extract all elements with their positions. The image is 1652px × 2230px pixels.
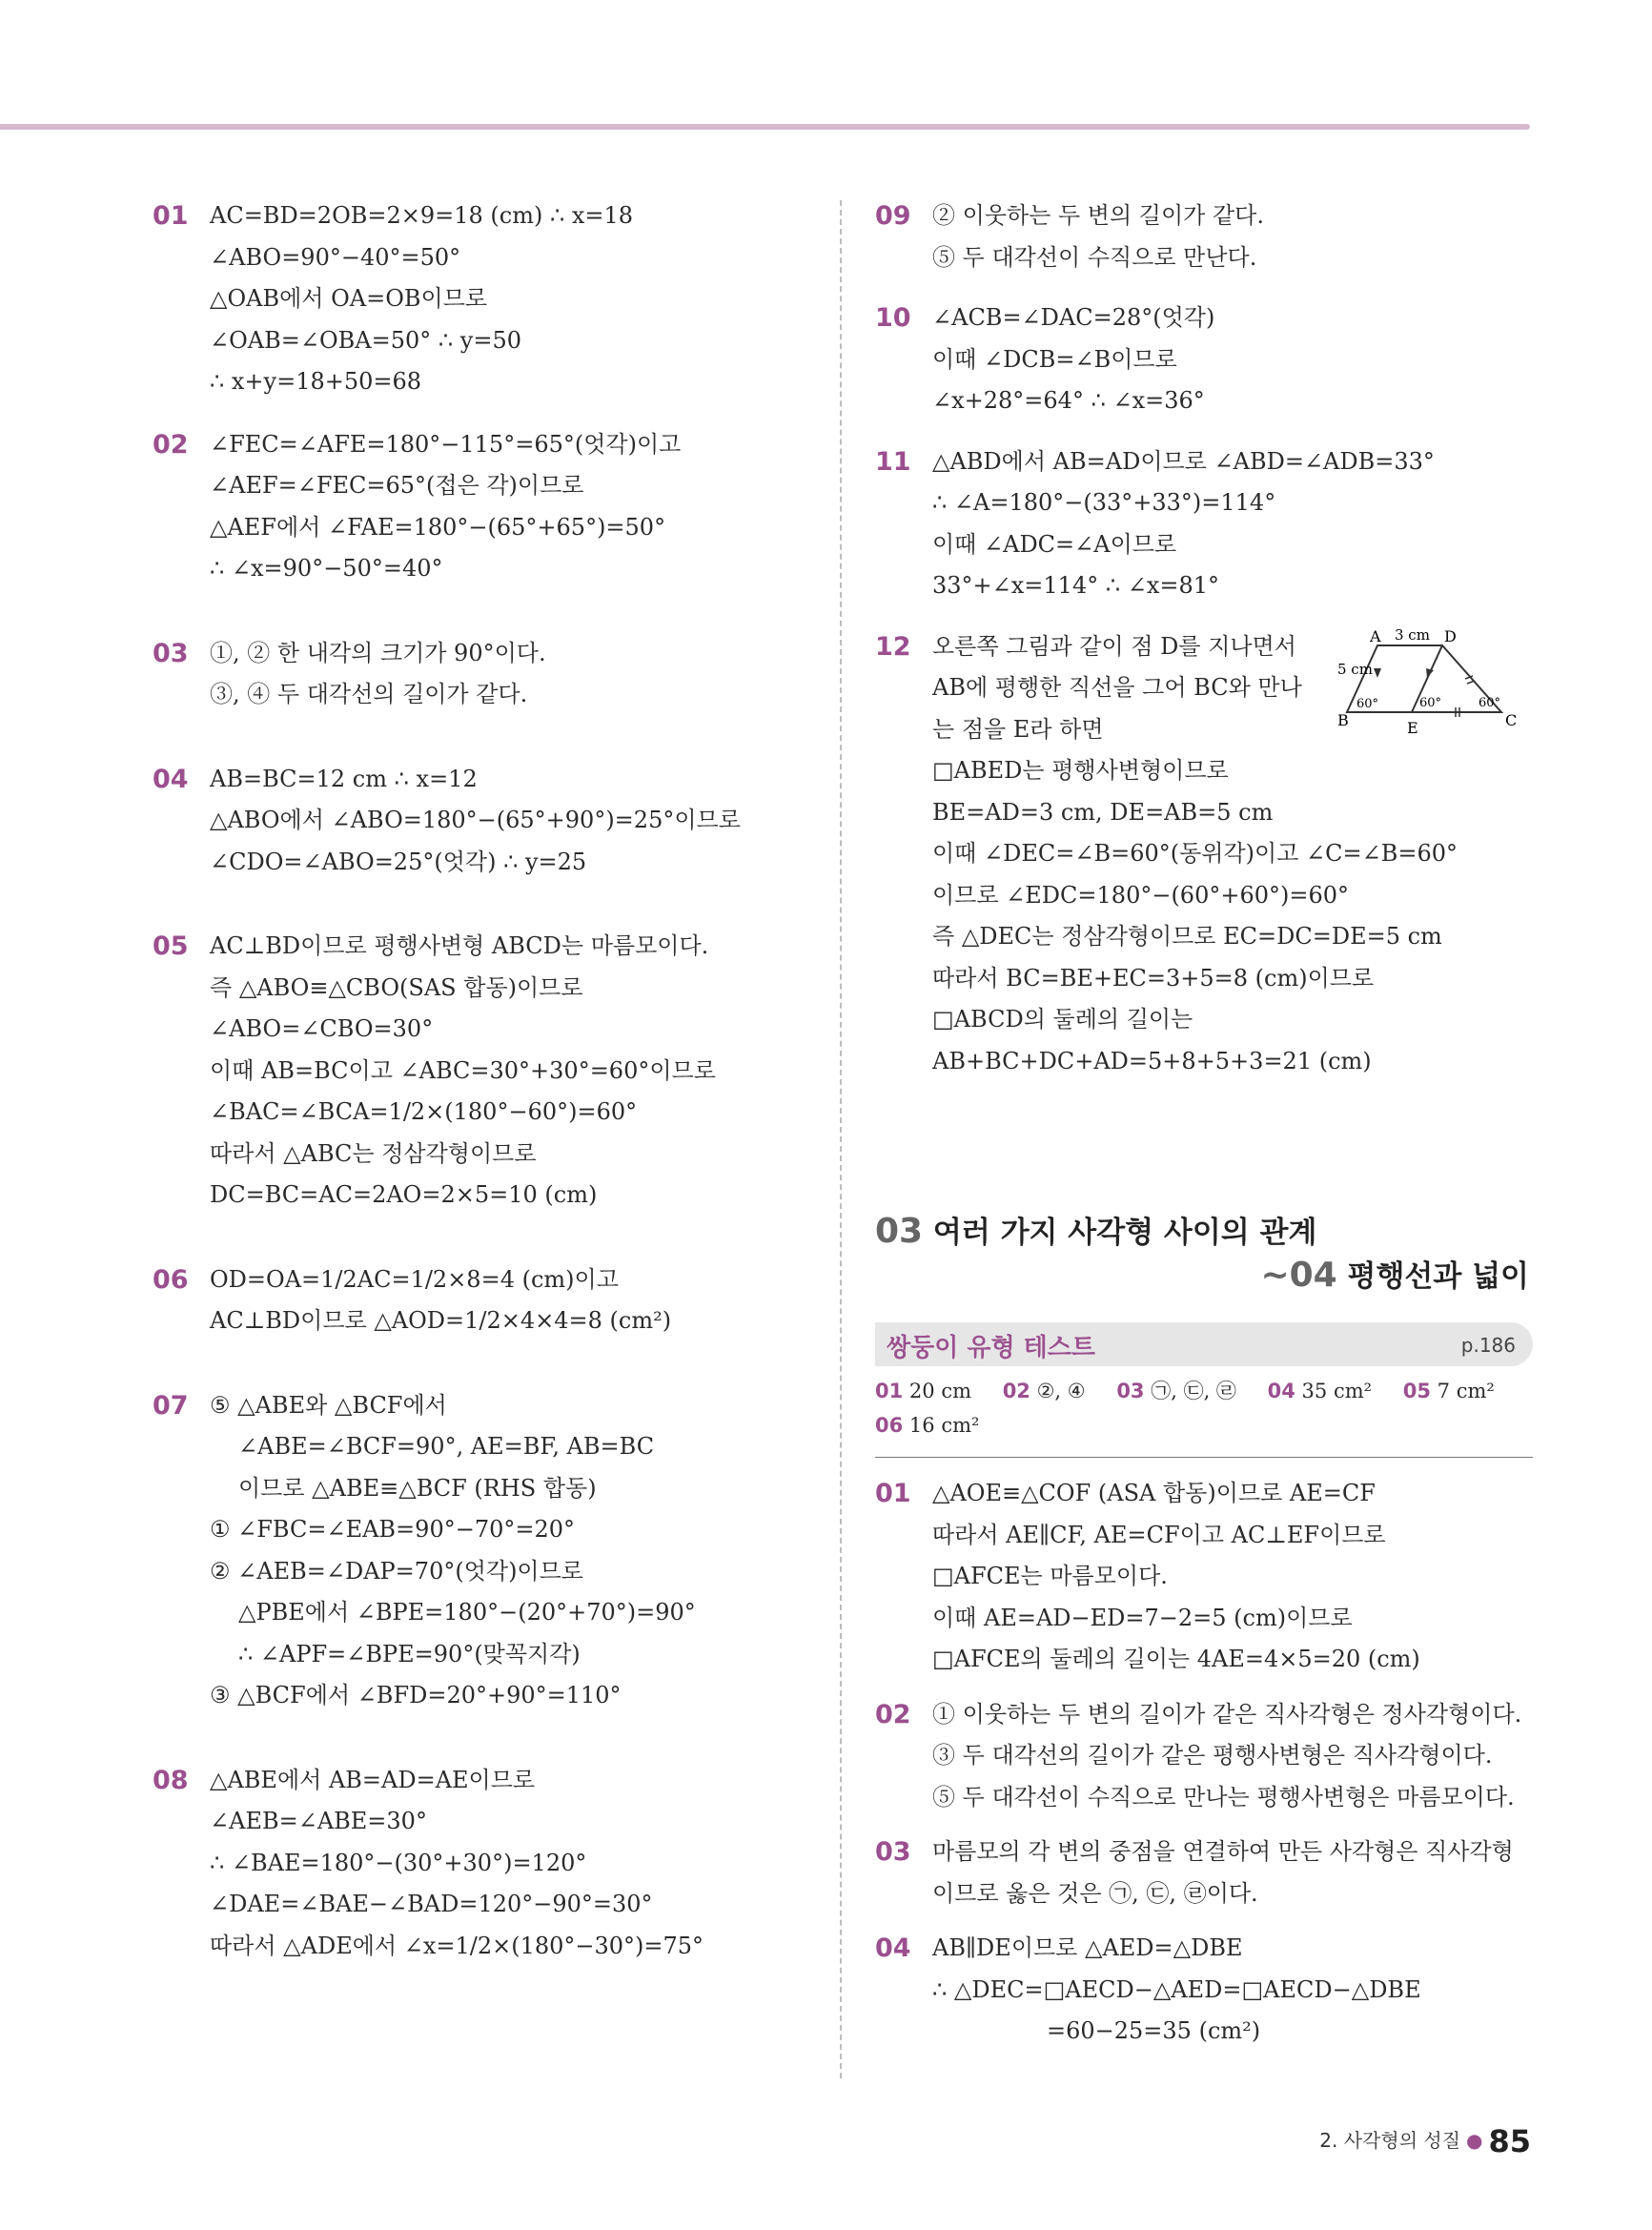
problem-number: 04 [875, 1933, 911, 1963]
solution-line: 따라서 △ADE에서 ∠x=1/2×(180°−30°)=75° [210, 1932, 704, 1959]
solution-line: □ABCD의 둘레의 길이는 [932, 1006, 1193, 1033]
solution-line: ③ 두 대각선의 길이가 같은 평행사변형은 직사각형이다. [932, 1742, 1493, 1769]
solution-line: ∴ ∠APF=∠BPE=90°(맞꼭지각) [238, 1640, 581, 1667]
answer-number: 05 [1402, 1380, 1431, 1402]
answer-item [875, 1374, 971, 1408]
solution-line: ∠OAB=∠OBA=50° ∴ y=50 [210, 326, 521, 354]
problem-number: 01 [153, 201, 189, 231]
label-C: C [1505, 710, 1518, 729]
solution-line: ⑤ △ABE와 △BCF에서 [210, 1391, 447, 1419]
solution-line: =60−25=35 (cm²) [1047, 2017, 1261, 2044]
right-column [875, 195, 1533, 2044]
answer-value: ㉠, ㉢, ㉣ [1151, 1380, 1236, 1402]
solution-line: AB+BC+DC+AD=5+8+5+3=21 (cm) [932, 1047, 1372, 1074]
solution-line: △PBE에서 ∠BPE=180°−(20°+70°)=90° [238, 1599, 696, 1626]
solution-line: ③, ④ 두 대각선의 길이가 같다. [210, 681, 528, 707]
answer-key [875, 1374, 1533, 1442]
solution-line: ⑤ 두 대각선이 수직으로 만난다. [932, 243, 1257, 271]
solution-line: ∴ ∠BAE=180°−(30°+30°)=120° [210, 1849, 587, 1876]
solution-line: ∠ACB=∠DAC=28°(엇각) [932, 304, 1215, 331]
problem-number: 12 [875, 631, 911, 662]
solution-line: 이때 ∠DEC=∠B=60°(동위각)이고 ∠C=∠B=60° [932, 840, 1458, 867]
solution-line: AB=BC=12 cm ∴ x=12 [210, 765, 478, 792]
solution-line: AB에 평행한 직선을 그어 BC와 만나 [932, 674, 1302, 701]
solution-line: ∠DAE=∠BAE−∠BAD=120°−90°=30° [210, 1891, 653, 1917]
twin-test-title: 쌍둥이 유형 테스트 [887, 1334, 1096, 1362]
solution-line: ∠FEC=∠AFE=180°−115°=65°(엇각)이고 [210, 430, 682, 458]
solution-line: 이때 ∠ADC=∠A이므로 [932, 530, 1177, 558]
problem-03 [153, 633, 820, 716]
solution-line: 이때 AB=BC이고 ∠ABC=30°+30°=60°이므로 [210, 1056, 716, 1084]
problem-07 [153, 1385, 820, 1717]
section-number: 03 [875, 1212, 924, 1251]
solution-line: ③ △BCF에서 ∠BFD=20°+90°=110° [210, 1682, 622, 1708]
solution-line: 이때 AE=AD−ED=7−2=5 (cm)이므로 [932, 1604, 1353, 1631]
solution-line: ② ∠AEB=∠DAP=70°(엇각)이므로 [210, 1557, 583, 1585]
solution-line: △ABD에서 AB=AD이므로 ∠ABD=∠ADB=33° [932, 447, 1435, 475]
solution-line: △OAB에서 OA=OB이므로 [210, 285, 488, 312]
answer-number: 02 [1002, 1380, 1030, 1402]
twin-test-header [875, 1322, 1533, 1366]
problem-08 [153, 1760, 820, 1968]
answer-item [1268, 1374, 1372, 1408]
twin-solutions [875, 1473, 1533, 2053]
solution-line: BE=AD=3 cm, DE=AB=5 cm [932, 798, 1274, 826]
label-side-length: 5 cm [1337, 660, 1373, 678]
answer-number: 03 [1116, 1380, 1145, 1402]
solution-line: 는 점을 E라 하면 [932, 715, 1104, 743]
problem-number: 05 [153, 931, 189, 961]
solution-line: ∴ ∠x=90°−50°=40° [210, 555, 443, 582]
twin-problem-01 [875, 1473, 1533, 1681]
problem-06 [153, 1259, 820, 1342]
problem-number: 08 [153, 1765, 189, 1795]
page-reference: p.186 [1460, 1334, 1516, 1357]
solution-line: 이므로 옳은 것은 ㉠, ㉢, ㉣이다. [932, 1879, 1258, 1907]
section-title-03 [875, 1208, 1316, 1251]
angle-label: 60° [1479, 695, 1501, 710]
solution-line: 오른쪽 그림과 같이 점 D를 지나면서 [932, 632, 1296, 660]
bullet-icon: ● [1466, 2129, 1483, 2152]
problem-05 [153, 926, 820, 1217]
twin-problem-04 [875, 1928, 1533, 2053]
solution-line: ①, ② 한 내각의 크기가 90°이다. [210, 639, 546, 666]
section-title-04 [1260, 1252, 1529, 1295]
solution-line: 즉 △ABO≡△CBO(SAS 합동)이므로 [210, 973, 583, 1001]
problem-12 [875, 626, 1533, 1083]
solution-line: ⑤ 두 대각선이 수직으로 만나는 평행사변형은 마름모이다. [932, 1783, 1515, 1811]
solution-line: 이므로 ∠EDC=180°−(60°+60°)=60° [932, 881, 1350, 909]
label-E: E [1407, 718, 1418, 737]
solution-line: ∠BAC=∠BCA=1/2×(180°−60°)=60° [210, 1098, 638, 1125]
solution-line: ∠AEF=∠FEC=65°(접은 각)이므로 [210, 472, 584, 499]
angle-label: 60° [1419, 695, 1442, 710]
solution-line: ∴ x+y=18+50=68 [210, 368, 422, 395]
solution-line: 이때 ∠DCB=∠B이므로 [932, 345, 1177, 373]
solution-line: AB∥DE이므로 △AED=△DBE [932, 1934, 1243, 1961]
chapter-title: 2. 사각형의 성질 [1319, 2129, 1461, 2152]
label-D: D [1444, 626, 1457, 645]
solution-line: □ABED는 평행사변형이므로 [932, 757, 1229, 784]
solution-line: ∠ABE=∠BCF=90°, AE=BF, AB=BC [238, 1433, 655, 1460]
page-number: 85 [1488, 2123, 1531, 2159]
problem-number: 10 [875, 303, 911, 333]
problem-04 [153, 759, 820, 884]
solution-line: △ABO에서 ∠ABO=180°−(65°+90°)=25°이므로 [210, 807, 741, 833]
problem-number: 04 [153, 764, 189, 794]
twin-problem-03 [875, 1831, 1533, 1914]
angle-label: 60° [1356, 696, 1379, 711]
answer-number: 04 [1267, 1380, 1295, 1402]
problem-number: 07 [153, 1390, 189, 1421]
section-number: ~04 [1260, 1256, 1337, 1295]
solution-line: DC=BC=AC=2AO=2×5=10 (cm) [210, 1181, 598, 1208]
solution-line: AC=BD=2OB=2×9=18 (cm) ∴ x=18 [210, 202, 634, 229]
answer-value: 35 cm² [1301, 1380, 1373, 1402]
solution-line: ① 이웃하는 두 변의 길이가 같은 직사각형은 정사각형이다. [932, 1700, 1522, 1728]
solution-line: AC⊥BD이므로 평행사변형 ABCD는 마름모이다. [210, 932, 709, 959]
label-A: A [1370, 626, 1381, 645]
solution-line: ∠x+28°=64° ∴ ∠x=36° [932, 387, 1205, 414]
answer-value: ②, ④ [1036, 1380, 1086, 1402]
solution-line: ∠ABO=∠CBO=30° [210, 1015, 434, 1042]
problem-number: 03 [153, 638, 189, 668]
problem-10 [875, 297, 1533, 422]
solution-line: □AFCE는 마름모이다. [932, 1563, 1168, 1589]
problem-number: 02 [153, 429, 189, 460]
trapezoid-figure [1337, 626, 1533, 741]
page-footer [1319, 2123, 1531, 2159]
solution-line: ∠AEB=∠ABE=30° [210, 1808, 427, 1834]
solution-line: ① ∠FBC=∠EAB=90°−70°=20° [210, 1516, 576, 1543]
problem-number: 09 [875, 201, 911, 231]
solution-line: ∠CDO=∠ABO=25°(엇각) ∴ y=25 [210, 848, 587, 875]
problem-number: 02 [875, 1699, 911, 1729]
problem-02 [153, 424, 820, 590]
problem-number: 03 [875, 1837, 911, 1867]
answer-number: 06 [875, 1414, 904, 1437]
solution-line: 따라서 AE∥CF, AE=CF이고 AC⊥EF이므로 [932, 1521, 1386, 1548]
answer-item [1116, 1374, 1236, 1408]
solution-line: 따라서 △ABC는 정삼각형이므로 [210, 1139, 537, 1167]
answer-item [875, 1408, 979, 1442]
problem-01 [153, 195, 820, 403]
solution-line: OD=OA=1/2AC=1/2×8=4 (cm)이고 [210, 1265, 619, 1293]
solution-line: ② 이웃하는 두 변의 길이가 같다. [932, 202, 1264, 229]
section-title-text: 평행선과 넓이 [1347, 1259, 1529, 1294]
solution-line: 즉 △DEC는 정삼각형이므로 EC=DC=DE=5 cm [932, 923, 1442, 950]
solution-line: 따라서 BC=BE+EC=3+5=8 (cm)이므로 [932, 964, 1375, 992]
solution-line: 마름모의 각 변의 중점을 연결하여 만든 사각형은 직사각형 [932, 1838, 1514, 1865]
solution-line: □AFCE의 둘레의 길이는 4AE=4×5=20 (cm) [932, 1646, 1420, 1672]
solution-line: AC⊥BD이므로 △AOD=1/2×4×4=8 (cm²) [210, 1307, 672, 1334]
top-rule [0, 124, 1530, 130]
solution-line: △AEF에서 ∠FAE=180°−(65°+65°)=50° [210, 513, 666, 541]
section-title-text: 여러 가지 사각형 사이의 관계 [932, 1216, 1317, 1250]
solution-line: 33°+∠x=114° ∴ ∠x=81° [932, 572, 1220, 599]
solution-line: △AOE≡△COF (ASA 합동)이므로 AE=CF [932, 1480, 1376, 1506]
answer-divider [875, 1457, 1533, 1458]
answer-value: 7 cm² [1437, 1380, 1495, 1402]
problem-number: 11 [875, 446, 911, 477]
solution-line: 이므로 △ABE≡△BCF (RHS 합동) [238, 1474, 597, 1502]
answer-number: 01 [875, 1380, 904, 1402]
answer-value: 16 cm² [908, 1414, 980, 1437]
label-B: B [1337, 710, 1349, 729]
column-divider [840, 200, 842, 2078]
problem-number: 01 [875, 1479, 911, 1508]
solution-line: ∴ △DEC=□AECD−△AED=□AECD−△DBE [932, 1975, 1421, 2003]
problem-number: 06 [153, 1264, 189, 1295]
solution-line: ∴ ∠A=180°−(33°+33°)=114° [932, 489, 1276, 516]
solution-line: ∠ABO=90°−40°=50° [210, 243, 461, 271]
label-top-length: 3 cm [1395, 625, 1430, 644]
problem-11 [875, 441, 1533, 607]
problem-09 [875, 195, 1533, 278]
answer-item [1403, 1374, 1495, 1408]
left-column [153, 195, 820, 1967]
twin-problem-02 [875, 1694, 1533, 1819]
solution-line: △ABE에서 AB=AD=AE이므로 [210, 1766, 536, 1793]
answer-value: 20 cm [908, 1380, 971, 1402]
answer-item [1003, 1374, 1086, 1408]
